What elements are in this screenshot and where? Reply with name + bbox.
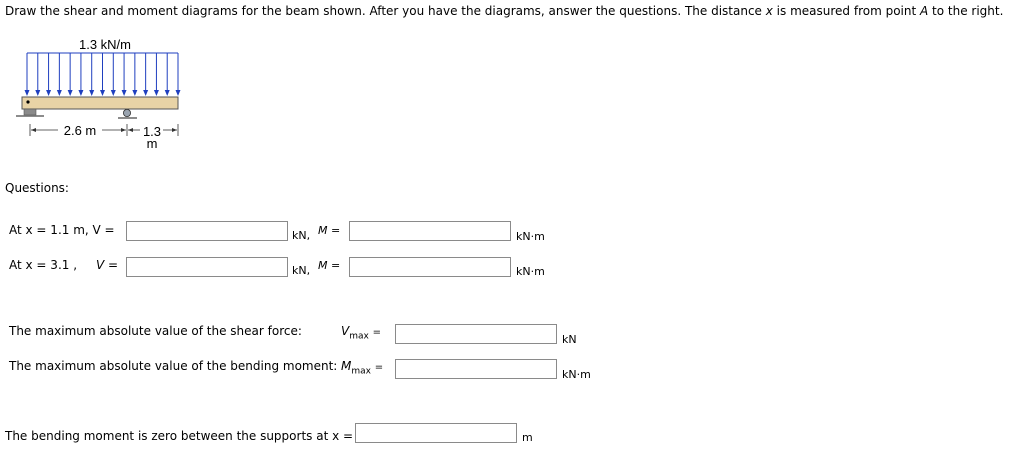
load-arrow-head xyxy=(100,90,105,96)
q2-moment-unit: kN·m xyxy=(516,265,545,278)
dim-right-label-bottom: m xyxy=(146,136,158,151)
beam xyxy=(22,97,178,109)
q2-moment-label: M = xyxy=(318,259,341,272)
q2-moment-input[interactable] xyxy=(349,257,511,277)
q2-shear-unit: kN, xyxy=(292,264,311,277)
distributed-load xyxy=(25,53,181,96)
zero-moment-question: The bending moment is zero between the supports at x = xyxy=(5,429,354,443)
point-a-marker xyxy=(26,100,29,103)
vmax-unit: kN xyxy=(562,333,577,346)
q1-moment-input[interactable] xyxy=(349,221,511,241)
load-arrow-head xyxy=(154,90,159,96)
load-arrow-head xyxy=(89,90,94,96)
mmax-input[interactable] xyxy=(395,359,557,379)
mmax-unit: kN·m xyxy=(562,368,591,381)
q1-moment-label: M = xyxy=(318,224,341,237)
vmax-question: The maximum absolute value of the shear force: xyxy=(9,324,302,338)
questions-heading: Questions: xyxy=(5,181,69,195)
q2-shear-label: V = xyxy=(96,258,119,272)
prompt-text-3: to the right. xyxy=(928,4,1004,18)
vmax-input[interactable] xyxy=(395,324,557,344)
roller-support xyxy=(118,109,137,118)
prompt-var-x: x xyxy=(765,4,773,18)
prompt-text-2: is measured from point xyxy=(772,4,920,18)
q1-shear-input[interactable] xyxy=(126,221,288,241)
prompt-text-1: Draw the shear and moment diagrams for the beam shown. After you have the diagrams, answer the questions. The distance xyxy=(5,4,766,18)
load-arrow-head xyxy=(111,90,116,96)
q1-prefix: At x = 1.1 m, V = xyxy=(9,223,115,237)
q1-moment-unit: kN·m xyxy=(516,230,545,243)
load-arrow-head xyxy=(78,90,83,96)
load-arrow-head xyxy=(176,90,181,96)
load-arrow-head xyxy=(68,90,73,96)
q1-shear-unit: kN, xyxy=(292,229,311,242)
dim-right-label-top: 1.3 xyxy=(142,124,162,139)
load-arrow-head xyxy=(35,90,40,96)
load-arrow-head xyxy=(25,90,30,96)
load-arrow-head xyxy=(46,90,51,96)
q2-shear-input[interactable] xyxy=(126,257,288,277)
vmax-symbol: $V_{max}$ = xyxy=(341,324,382,342)
prompt-point-a: A xyxy=(920,4,929,18)
mmax-symbol: $M_{max}$ = xyxy=(341,359,384,377)
load-arrow-head xyxy=(165,90,170,96)
dim-left-label: 2.6 m xyxy=(63,123,97,138)
pin-support xyxy=(16,109,44,116)
zero-moment-unit: m xyxy=(522,431,533,444)
zero-moment-input[interactable] xyxy=(355,423,517,443)
mmax-question: The maximum absolute value of the bending moment: xyxy=(9,359,338,373)
load-label: 1.3 kN/m xyxy=(78,37,132,52)
load-arrow-head xyxy=(132,90,137,96)
q2-prefix: At x = 3.1 , xyxy=(9,258,78,272)
problem-statement xyxy=(5,4,1003,18)
beam-diagram xyxy=(10,32,190,162)
load-arrow-head xyxy=(122,90,127,96)
load-arrow-head xyxy=(143,90,148,96)
load-arrow-head xyxy=(57,90,62,96)
